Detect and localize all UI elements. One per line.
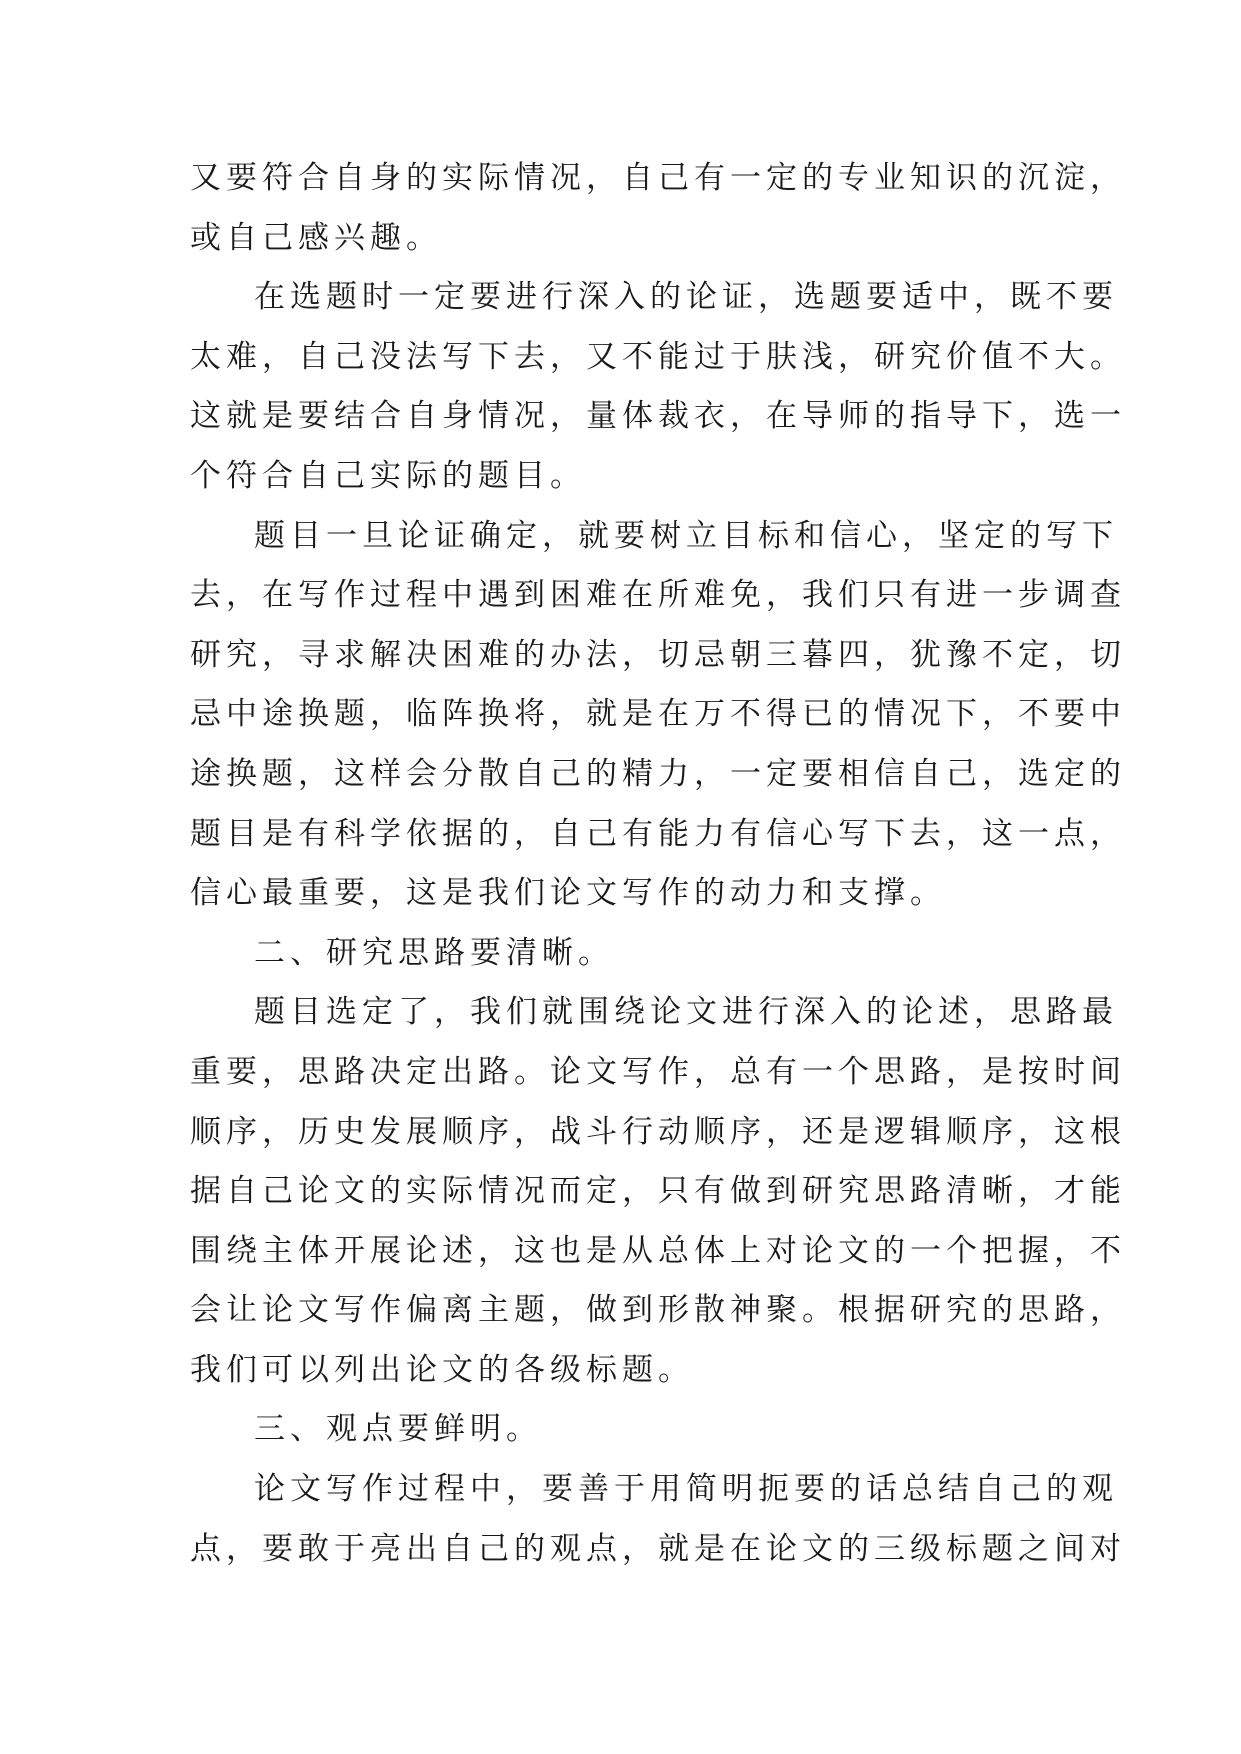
text-line: 题目一旦论证确定，就要树立目标和信心，坚定的写下 <box>254 517 1118 554</box>
text-line: 点，要敢于亮出自己的观点，就是在论文的三级标题之间对 <box>190 1530 1126 1567</box>
text-line: 研究，寻求解决困难的办法，切忌朝三暮四，犹豫不定，切 <box>190 636 1126 673</box>
text-line: 又要符合自身的实际情况，自己有一定的专业知识的沉淀， <box>190 160 1126 196</box>
text-line: 我们可以列出论文的各级标题。 <box>190 1351 694 1388</box>
text-line: 论文写作过程中，要善于用简明扼要的话总结自己的观 <box>254 1471 1118 1508</box>
text-line: 据自己论文的实际情况而定，只有做到研究思路清晰，才能 <box>190 1173 1126 1210</box>
text-line: 围绕主体开展论述，这也是从总体上对论文的一个把握，不 <box>190 1232 1126 1269</box>
body-text <box>190 158 1126 1588</box>
text-line: 题目是有科学依据的，自己有能力有信心写下去，这一点， <box>190 815 1126 852</box>
text-line: 信心最重要，这是我们论文写作的动力和支撑。 <box>190 875 946 912</box>
text-line: 忌中途换题，临阵换将，就是在万不得已的情况下，不要中 <box>190 696 1126 733</box>
text-line: 途换题，这样会分散自己的精力，一定要相信自己，选定的 <box>190 755 1126 792</box>
text-line: 这就是要结合自身情况，量体裁衣，在导师的指导下，选一 <box>190 398 1126 435</box>
text-line: 在选题时一定要进行深入的论证，选题要适中，既不要 <box>254 279 1118 316</box>
text-line: 太难，自己没法写下去，又不能过于肤浅，研究价值不大。 <box>190 338 1126 375</box>
text-line: 题目选定了，我们就围绕论文进行深入的论述，思路最 <box>254 994 1118 1031</box>
text-line: 或自己感兴趣。 <box>190 219 442 256</box>
section-heading: 三、观点要鲜明。 <box>254 1411 542 1448</box>
text-line: 去，在写作过程中遇到困难在所难免，我们只有进一步调查 <box>190 577 1126 614</box>
text-line: 会让论文写作偏离主题，做到形散神聚。根据研究的思路， <box>190 1292 1126 1329</box>
text-line: 顺序，历史发展顺序，战斗行动顺序，还是逻辑顺序，这根 <box>190 1113 1126 1150</box>
text-line: 重要，思路决定出路。论文写作，总有一个思路，是按时间 <box>190 1053 1126 1090</box>
section-heading: 二、研究思路要清晰。 <box>254 934 614 971</box>
text-line: 个符合自己实际的题目。 <box>190 457 586 494</box>
